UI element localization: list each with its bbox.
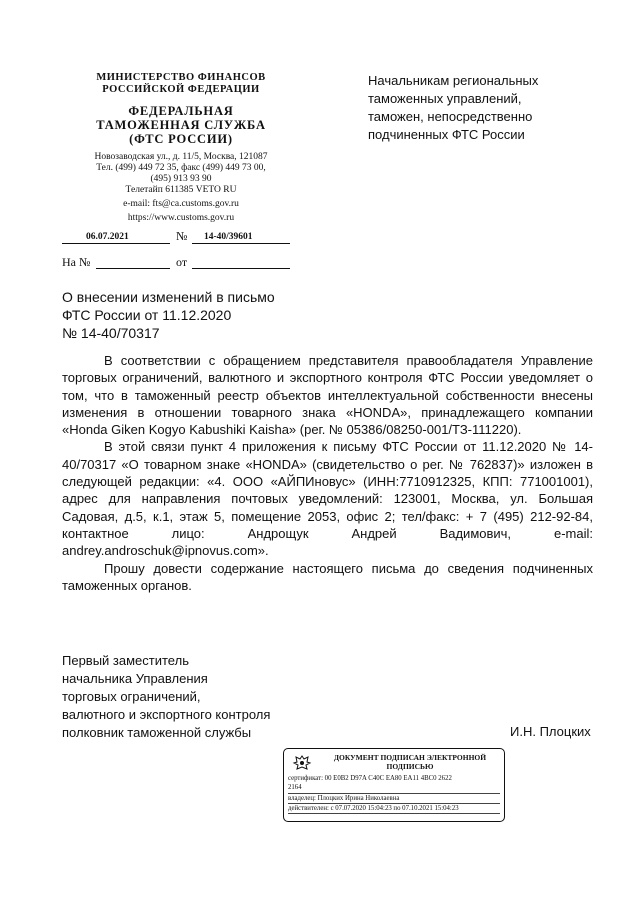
addressee-line-2: таможенных управлений, — [368, 91, 522, 106]
telex: Телетайп 611385 VETO RU — [125, 185, 237, 195]
document-date: 06.07.2021 — [86, 232, 129, 242]
e-signature-stamp — [283, 748, 505, 822]
ot-label: от — [176, 255, 188, 269]
signature-line-4: валютного и экспортного контроля — [62, 707, 271, 722]
service-line-3: (ФТС РОССИИ) — [129, 132, 233, 146]
ministry-line-2: РОССИЙСКОЙ ФЕДЕРАЦИИ — [102, 84, 260, 95]
signature-line-5: полковник таможенной службы — [62, 725, 252, 740]
contact-block — [62, 152, 300, 224]
postal-address: Новозаводская ул., д. 11/5, Москва, 121087 — [94, 152, 268, 162]
ministry-name — [62, 72, 300, 96]
ministry-line-1: МИНИСТЕРСТВО ФИНАНСОВ — [96, 72, 266, 83]
addressee-line-1: Начальникам региональных — [368, 73, 539, 88]
eagle-emblem-icon — [292, 754, 312, 772]
document-number: 14-40/39601 — [204, 232, 253, 242]
stamp-title-line-2: ПОДПИСЬЮ — [386, 762, 434, 771]
stamp-owner: владелец: Плоцких Ирина Николаевна — [288, 794, 500, 804]
na-underline — [96, 268, 170, 269]
stamp-details — [288, 774, 500, 814]
signer-name: И.Н. Плоцких — [510, 724, 591, 739]
ot-underline — [192, 268, 290, 269]
body-paragraph-1: В соответствии с обращением представителя правообладателя Управление торговых ограничений, валютного и экспортного контроля ФТС России уведомляет о том, что в таможенный реестр объектов интеллектуальной собственности внесены изменения в отношении товарного знака «HONDA», принадлежащего компании «Honda Giken Kogyo Kabushiki Kaisha» (рег. № 05386/08250-001/ТЗ-111220). — [62, 353, 593, 438]
body-paragraph-3: Прошу довести содержание настоящего письма до сведения подчиненных таможенных органов. — [62, 560, 593, 593]
letter-body — [62, 352, 593, 594]
email-link[interactable]: e-mail: fts@ca.customs.gov.ru — [123, 199, 239, 209]
signature-line-2: начальника Управления — [62, 671, 208, 686]
signature-line-3: торговых ограничений, — [62, 689, 201, 704]
service-line-1: ФЕДЕРАЛЬНАЯ — [128, 104, 234, 118]
addressee-line-3: таможен, непосредственно — [368, 109, 533, 124]
signature-line-1: Первый заместитель — [62, 653, 189, 668]
subject-line-2: ФТС России от 11.12.2020 — [62, 307, 232, 323]
stamp-validity: действителен: с 07.07.2020 15:04:23 по 07.10.2021 15:04:23 — [288, 804, 500, 814]
stamp-certificate: сертификат: 00 E0B2 D97A C40C EA80 EA11 4BC0 2622 — [288, 775, 452, 782]
service-line-2: ТАМОЖЕННАЯ СЛУЖБА — [96, 118, 266, 132]
signature-block — [62, 652, 322, 742]
phone-fax-2: (495) 913 93 90 — [150, 174, 212, 184]
addressee-line-4: подчиненных ФТС России — [368, 127, 525, 142]
subject-line-1: О внесении изменений в письмо — [62, 289, 275, 305]
letter-subject — [62, 288, 362, 342]
na-label: На № — [62, 255, 91, 269]
subject-line-3: № 14-40/70317 — [62, 325, 160, 341]
stamp-title-line-1: ДОКУМЕНТ ПОДПИСАН ЭЛЕКТРОННОЙ — [333, 753, 487, 762]
number-underline — [192, 243, 290, 244]
addressee-block — [368, 72, 608, 144]
date-underline — [62, 243, 170, 244]
number-sign: № — [176, 229, 188, 243]
stamp-certificate-2: 2164 — [288, 783, 500, 793]
stamp-title — [320, 753, 500, 771]
phone-fax: Тел. (499) 449 72 35, факс (499) 449 73 00, — [96, 163, 266, 173]
website-link[interactable]: https://www.customs.gov.ru — [127, 213, 235, 223]
body-paragraph-2: В этой связи пункт 4 приложения к письму ФТС России от 11.12.2020 № 14-40/70317 «О товарном знаке «HONDA» (свидетельство о рег. № 762837)» изложен в следующей редакции: «4. ООО «АЙПИновус» (ИНН:7710912325, КПП: 771001001), адрес для направления почтовых уведомлений: 123001, Москва, ул. Большая Садовая, д.5, к.1, этаж 5, помещение 2053, офис 2; тел/факс: + 7 (495) 212-92-84, контактное лицо: Андрощук Андрей Вадимович, e-mail: andrey.androschuk@ipnovus.com». — [62, 439, 593, 559]
service-name — [62, 104, 300, 146]
